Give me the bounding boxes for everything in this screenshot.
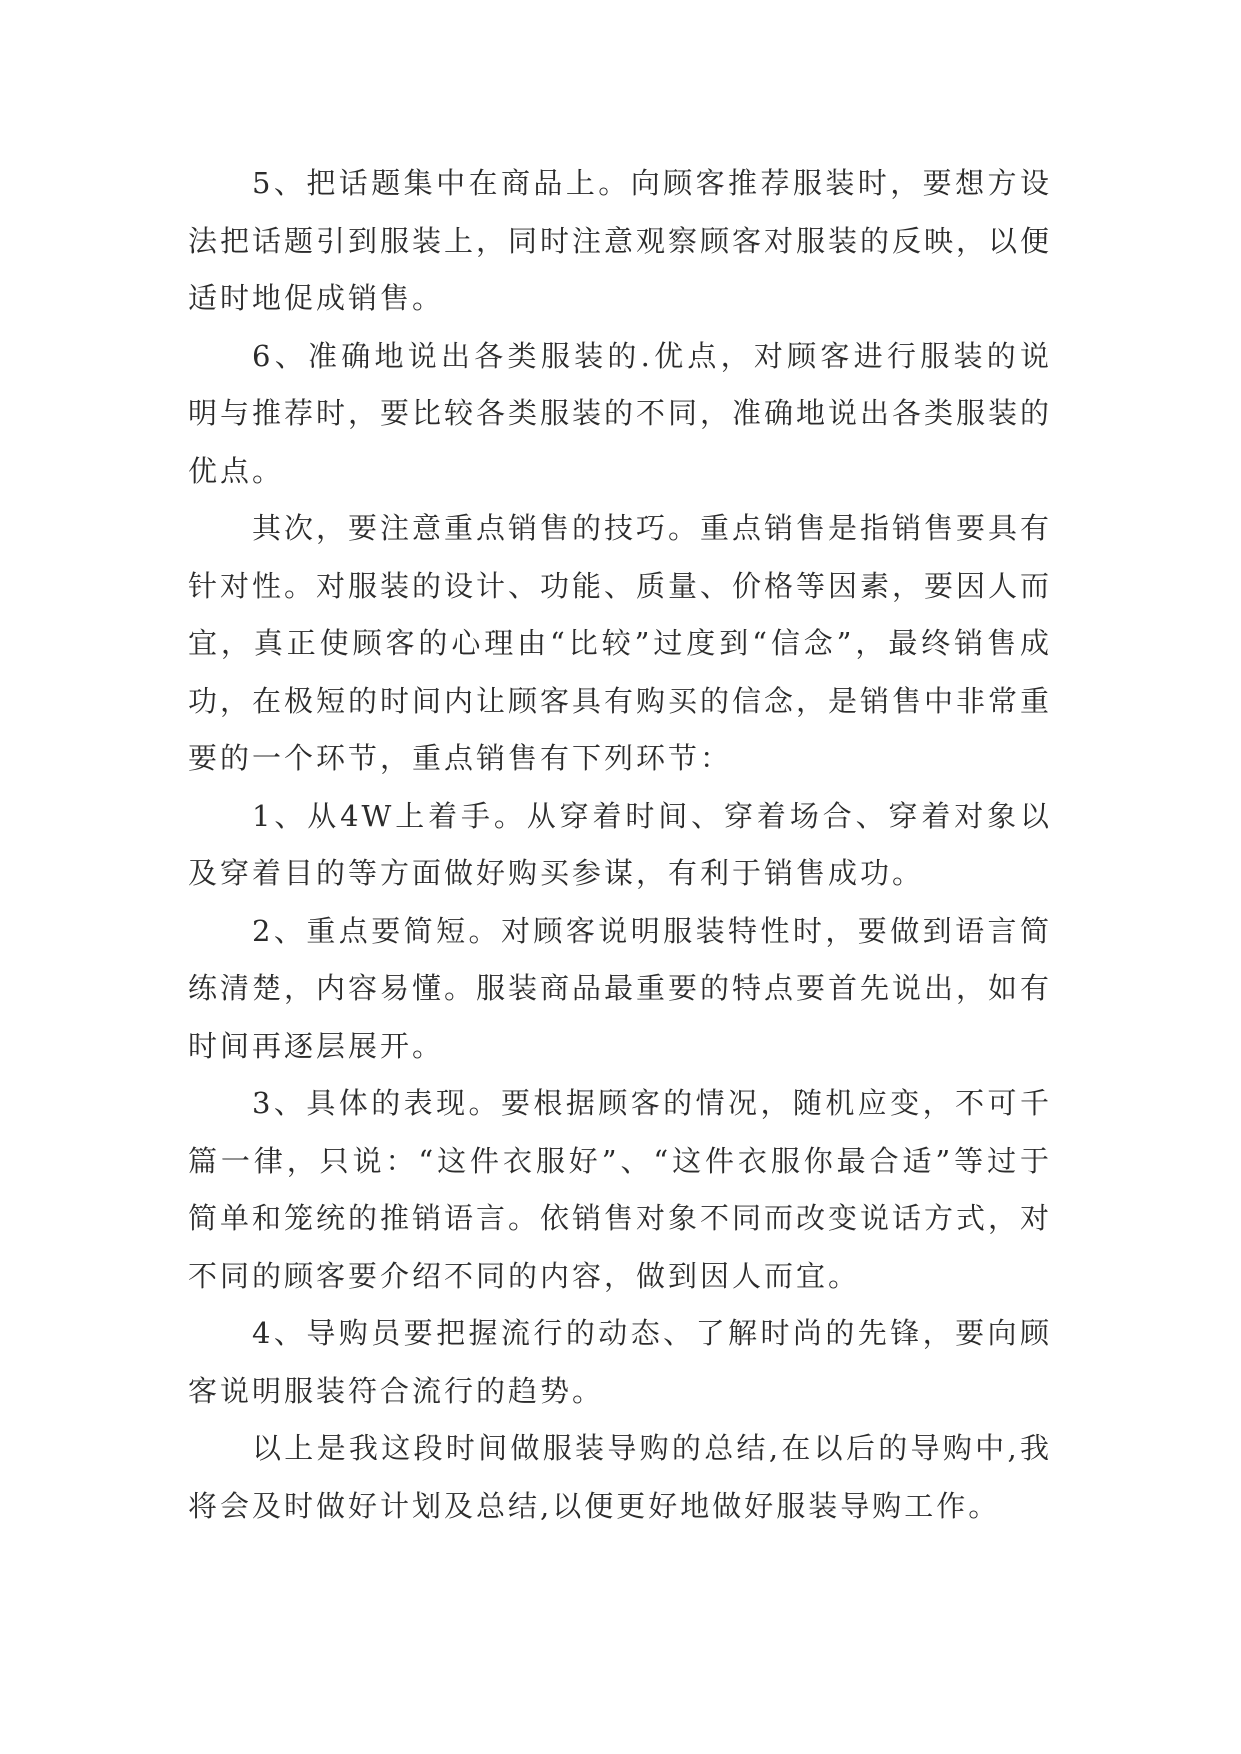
document-body [188, 155, 1052, 1535]
paragraph-item-2-brevity: 2、重点要简短。对顾客说明服装特性时，要做到语言简练清楚，内容易懂。服装商品最重要的特点要首先说出，如有时间再逐层展开。 [188, 913, 1053, 1063]
paragraph-item-3-concrete: 3、具体的表现。要根据顾客的情况，随机应变，不可千篇一律，只说：“这件衣服好”、“这件衣服你最合适”等过于简单和笼统的推销语言。依销售对象不同而改变说话方式，对不同的顾客要介绍不同的内容，做到因人而宜。 [188, 1086, 1053, 1293]
paragraph-item-4-trends: 4、导购员要把握流行的动态、了解时尚的先锋，要向顾客说明服装符合流行的趋势。 [188, 1316, 1052, 1408]
paragraph-item-6-advantages: 6、准确地说出各类服装的.优点，对顾客进行服装的说明与推荐时，要比较各类服装的不同，准确地说出各类服装的优点。 [188, 338, 1053, 488]
paragraph-item-1-4w: 1、从4W上着手。从穿着时间、穿着场合、穿着对象以及穿着目的等方面做好购买参谋，有利于销售成功。 [188, 798, 1052, 890]
paragraph-key-selling-intro: 其次，要注意重点销售的技巧。重点销售是指销售要具有针对性。对服装的设计、功能、质量、价格等因素，要因人而宜，真正使顾客的心理由“比较”过度到“信念”，最终销售成功，在极短的时间内让顾客具有购买的信念，是销售中非常重要的一个环节，重点销售有下列环节： [188, 511, 1053, 775]
paragraph-conclusion: 以上是我这段时间做服装导购的总结,在以后的导购中,我将会及时做好计划及总结,以便更好地做好服装导购工作。 [188, 1431, 1052, 1523]
paragraph-item-5-topic-focus: 5、把话题集中在商品上。向顾客推荐服装时，要想方设法把话题引到服装上，同时注意观察顾客对服装的反映，以便适时地促成销售。 [188, 166, 1053, 315]
